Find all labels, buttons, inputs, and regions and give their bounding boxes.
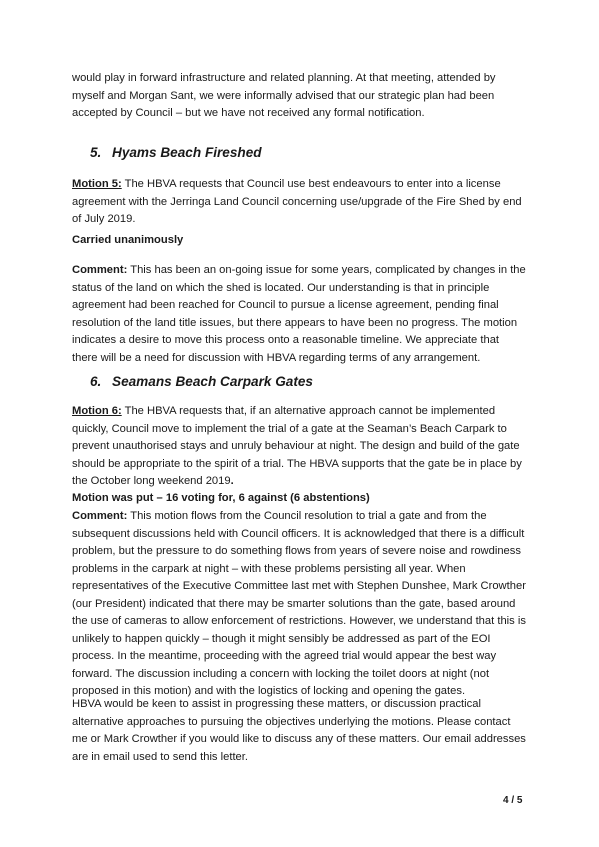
comment-5-paragraph [72, 262, 527, 367]
comment-6-label: Comment: [72, 510, 128, 522]
page-number: 4 / 5 [503, 795, 523, 806]
motion-5-label: Motion 5: [72, 178, 122, 190]
comment-5-text: This has been an on-going issue for some years, complicated by changes in the status of the land on which the shed is located. Our understanding is that in principle agreement had been reached for Council to pursue a license agreement, pending final resolution of the land title issues, but there appears to have been no progress. The motion indicates a desire to move this process onto a reasonable timeline. We appreciate that there will be a need for discussion with HBVA regarding terms of any arrangement. [72, 264, 526, 364]
comment-6-text: This motion flows from the Council resolution to trial a gate and from the subsequent discussions held with Council officers. It is acknowledged that there is a difficult problem, but the pressure to do something flows from years of severe noise and rowdiness problems in the carpark at night – with these problems persisting all year. When representatives of the Executive Committee last met with Stephen Dunshee, Mark Crowther (our President) indicated that there may be smarter solutions than the gate, based around the use of cameras to allow enforcement of restrictions. However, we understand that this is unlikely to happen quickly – though it might sensibly be addressed as part of the EOI process. In the meantime, proceeding with the agreed trial would appear the best way forward. The discussion including a concern with locking the toilet doors at night (not proposed in this motion) and with the logistics of locking and opening the gates. [72, 510, 526, 697]
motion-5-result: Carried unanimously [72, 234, 184, 246]
comment-5-label: Comment: [72, 264, 128, 276]
section-6-number: 6. [90, 374, 102, 389]
motion-6-label: Motion 6: [72, 405, 122, 417]
motion-6-result: Motion was put – 16 voting for, 6 against (6 abstentions) [72, 492, 370, 504]
section-5-heading [90, 144, 262, 162]
motion-6-paragraph [72, 403, 527, 491]
motion-5-text: The HBVA requests that Council use best endeavours to enter into a license agreement with the Jerringa Land Council concerning use/upgrade of the Fire Shed by end of July 2019. [72, 178, 522, 225]
comment-6-paragraph [72, 508, 527, 701]
section-5-number: 5. [90, 145, 102, 160]
motion-6-text: The HBVA requests that, if an alternative approach cannot be implemented quickly, Council move to implement the trial of a gate at the Seaman’s Beach Carpark to prevent unauthorised stays and unruly behaviour at night. The design and build of the gate should be appropriate to the spirit of a trial. The HBVA supports that the gate be in place by the October long weekend 2019 [72, 405, 522, 487]
intro-paragraph: would play in forward infrastructure and related planning. At that meeting, attended by myself and Morgan Sant, we were informally advised that our strategic plan had been accepted by Council – but we have not received any formal notification. [72, 72, 496, 119]
closing-paragraph: HBVA would be keen to assist in progressing these matters, or discussion practical alternative approaches to pursuing the objectives underlying the motions. Please contact me or Mark Crowther if you would like to discuss any of these matters. Our email addresses are in email used to send this letter. [72, 698, 526, 763]
motion-5-paragraph [72, 176, 527, 229]
section-6-title: Seamans Beach Carpark Gates [112, 374, 313, 389]
motion-6-end: . [230, 475, 234, 487]
section-5-title: Hyams Beach Fireshed [112, 145, 262, 160]
section-6-heading [90, 373, 313, 391]
